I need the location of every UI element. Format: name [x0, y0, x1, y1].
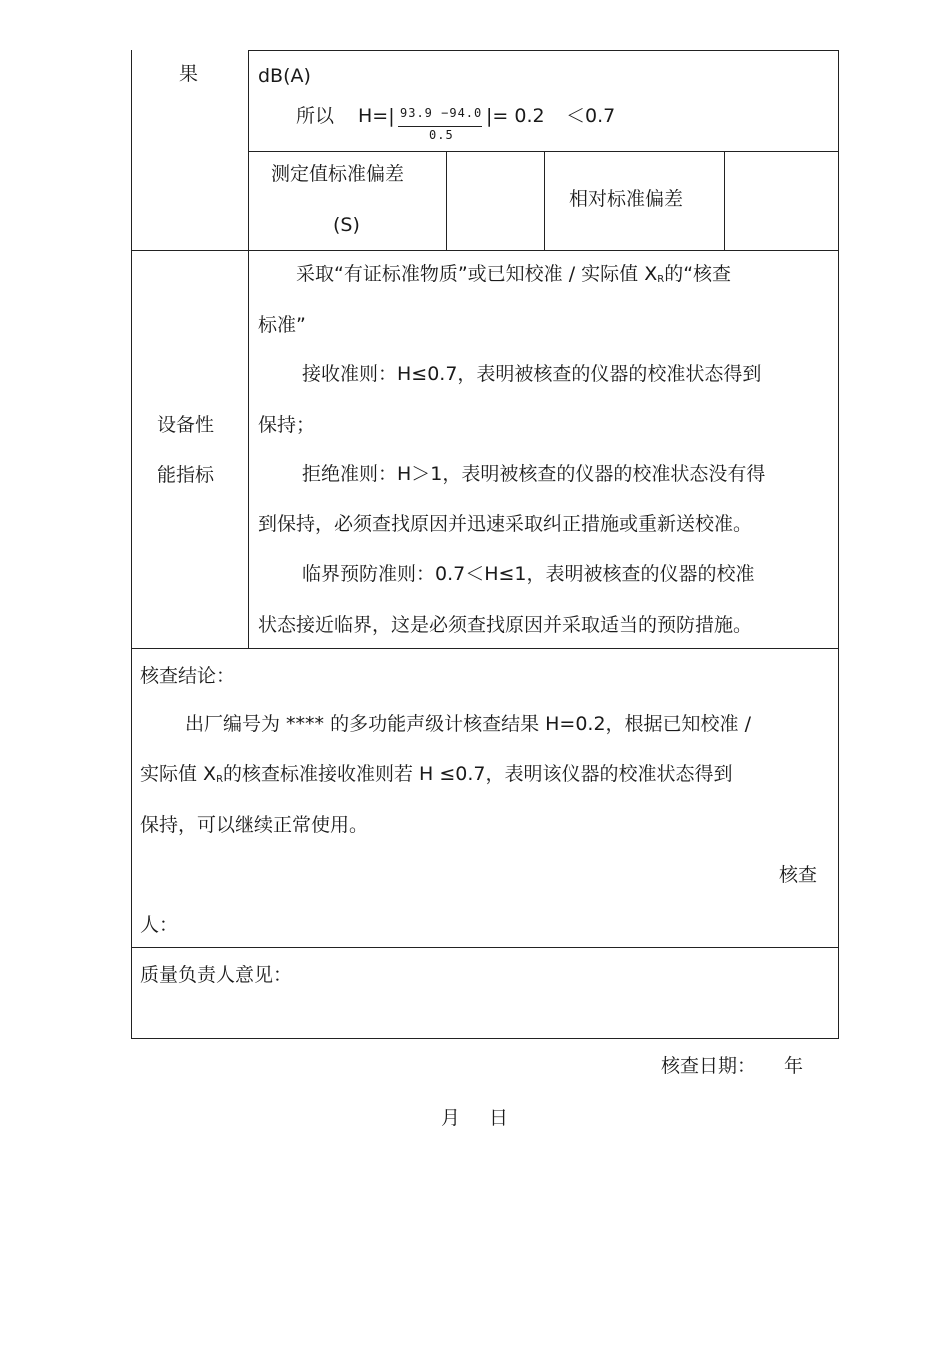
- indicator-label-line2: 能指标: [157, 464, 215, 486]
- indicator-line-1: [296, 262, 731, 292]
- checker-label-b: 人：: [140, 914, 179, 936]
- day-label: 日: [489, 1107, 509, 1129]
- table-bottom-line: [131, 1038, 839, 1039]
- subscript-r: R: [657, 274, 665, 285]
- result-row-label: 果: [179, 63, 199, 85]
- critical-criterion: 临界预防准则：0.7＜H≤1，表明被核查的仪器的校准: [302, 563, 755, 585]
- critical-criterion-cont: 状态接近临界，这是必须查找原因并采取适当的预防措施。: [258, 614, 753, 636]
- checker-label-a: 核查: [779, 864, 818, 886]
- conclusion-heading: 核查结论：: [140, 665, 236, 687]
- table-border-right: [838, 50, 839, 1039]
- indicator-line-1a: 采取“有证标准物质”或已知校准 / 实际值 X: [296, 263, 658, 285]
- indicator-label-line1: 设备性: [157, 414, 215, 436]
- quality-opinion-heading: 质量负责人意见：: [140, 964, 293, 986]
- std-dev-label: 测定值标准偏差: [271, 163, 405, 185]
- month-label: 月: [441, 1107, 461, 1129]
- conclusion-line-2b: 的核查标准接收准则若 H ≤0.7，表明该仪器的校准状态得到: [223, 763, 733, 785]
- conclusion-line-1: 出厂编号为 **** 的多功能声级计核查结果 H=0.2，根据已知校准 /: [185, 713, 751, 735]
- accept-criterion-cont: 保持；: [258, 414, 316, 436]
- indicator-line-1b: 的“核查: [664, 263, 732, 285]
- conclusion-line-2a: 实际值 X: [140, 763, 217, 785]
- stddev-divider-3: [724, 151, 725, 250]
- formula-numerator: 93.9 −94.0: [400, 106, 483, 120]
- formula-lhs: H=|: [358, 105, 395, 127]
- indicator-row-top-line: [131, 250, 839, 251]
- formula-compare: ＜0.7: [566, 105, 616, 127]
- subscript-r-2: R: [216, 774, 224, 785]
- stddev-divider-2: [544, 151, 545, 250]
- reject-criterion-cont: 到保持，必须查找原因并迅速采取纠正措施或重新送校准。: [258, 513, 753, 535]
- conclusion-row-top-line: [131, 648, 839, 649]
- conclusion-line-2: [140, 762, 733, 792]
- conclusion-line-3: 保持，可以继续正常使用。: [140, 814, 369, 836]
- check-date-label: 核查日期：: [661, 1055, 757, 1077]
- label-column-divider: [248, 50, 249, 648]
- reject-criterion: 拒绝准则：H＞1，表明被核查的仪器的校准状态没有得: [302, 463, 766, 485]
- indicator-line-2: 标准”: [258, 314, 306, 336]
- std-dev-symbol: (S): [333, 214, 360, 236]
- formula-prefix: 所以: [296, 105, 335, 127]
- year-label: 年: [784, 1055, 804, 1077]
- stddev-divider-1: [446, 151, 447, 250]
- table-top-line: [248, 50, 839, 51]
- formula-rhs: |= 0.2: [486, 105, 545, 127]
- fraction-bar: [398, 126, 482, 127]
- table-border-left: [131, 50, 132, 1039]
- formula-denominator: 0.5: [429, 128, 454, 142]
- unit-text: dB(A): [258, 65, 311, 87]
- accept-criterion: 接收准则：H≤0.7，表明被核查的仪器的校准状态得到: [302, 363, 762, 385]
- rel-std-dev-label: 相对标准偏差: [569, 188, 684, 210]
- quality-row-top-line: [131, 947, 839, 948]
